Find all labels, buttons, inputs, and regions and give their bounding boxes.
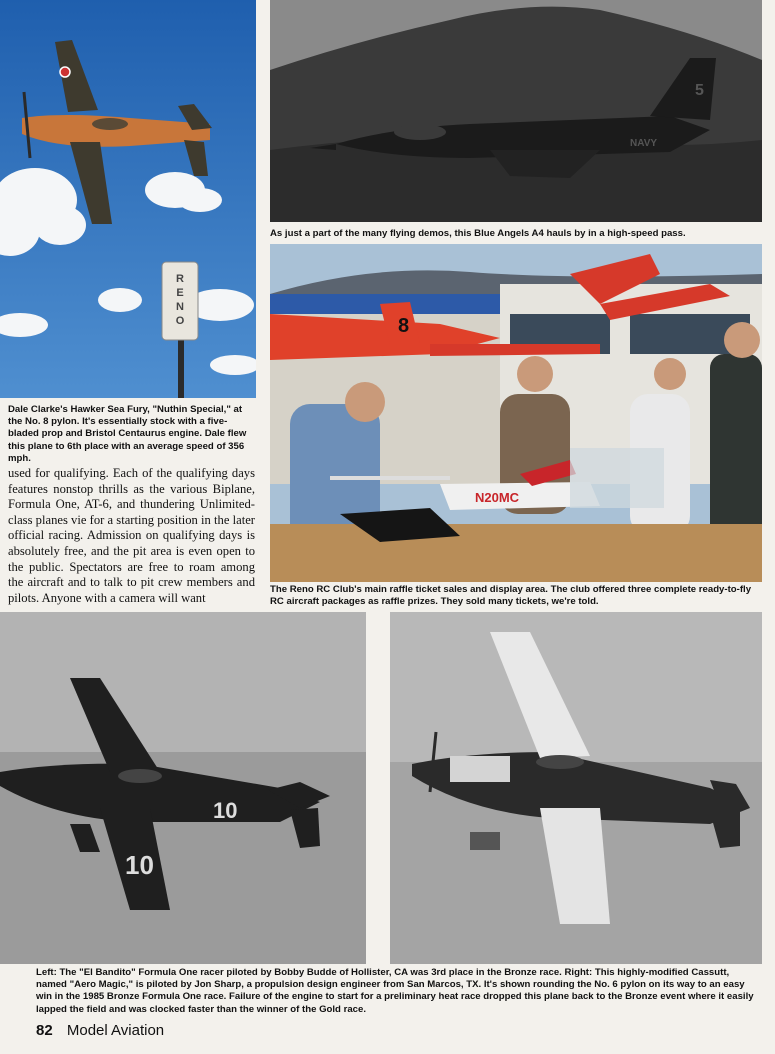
fuselage-race-number: 10 xyxy=(213,798,238,823)
raffle-booth-illustration xyxy=(270,244,762,582)
bottom-caption: Left: The "El Bandito" Formula One racer piloted by Bobby Budde of Hollister, CA was 3rd place in the Bronze race. Right: This highly-modified Cassutt, named "Aero Magic," is piloted by Jon Sharp, a propulsion design engineer from San Marcos, TX. It's shown rounding the No. 6 pylon on its way to an easy win in the 1985 Bronze Formula One race. Failure of the engine to start for a preliminary heat race dropped this plane back to the Bronze event where it easily lapped the field and was clocked faster than the winner of the Gold race. xyxy=(36,967,754,1015)
blue-angels-illustration xyxy=(270,0,762,222)
sea-fury-caption: Dale Clarke's Hawker Sea Fury, "Nuthin Special," at the No. 8 pylon. It's essentially stock with a five-bladed prop and Bristol Centaurus engine. Dale flew this plane to 6th place with an average speed of 356 mph. xyxy=(8,404,247,464)
sea-fury-illustration xyxy=(0,0,256,398)
wing-race-number: 10 xyxy=(125,850,154,880)
pylon-letter-o: O xyxy=(175,315,185,327)
pylon-letter-n: N xyxy=(176,301,184,313)
pylon-letter-e: E xyxy=(176,287,184,299)
magazine-name: Model Aviation xyxy=(66,1022,165,1039)
article-body: used for qualifying. Each of the qualifying days features nonstop thrills as the various Biplane, Formula One, AT-6, and thundering Unlimited-class planes vie for a starting position in the later official racing. Admission on qualifying days is absolutely free, and the pit area is even open to the public. Spectators are free to roam among the aircraft and to talk to pit crew members and pilots. Anyone with a camera will want xyxy=(8,466,255,605)
model-number: 8 xyxy=(398,315,410,337)
raffle-booth-photo xyxy=(270,244,762,582)
page-number: 82 xyxy=(36,1022,53,1039)
blue-angels-caption: As just a part of the many flying demos, this Blue Angels A4 hauls by in a high-speed pass. xyxy=(270,228,686,239)
el-bandito-photo xyxy=(0,612,366,964)
raffle-booth-caption: The Reno RC Club's main raffle ticket sales and display area. The club offered three complete ready-to-fly RC aircraft packages as raffle prizes. They sold many tickets, we're told. xyxy=(270,584,752,608)
sea-fury-photo xyxy=(0,0,256,398)
fuselage-text: NAVY xyxy=(630,138,658,149)
pylon-letter-r: R xyxy=(176,273,184,285)
el-bandito-illustration xyxy=(0,612,366,964)
aircraft-registration: N20MC xyxy=(475,490,520,505)
page-footer xyxy=(36,1022,164,1039)
tail-number: 5 xyxy=(695,82,704,99)
blue-angels-photo xyxy=(270,0,762,222)
aero-magic-photo xyxy=(390,612,762,964)
aero-magic-illustration xyxy=(390,612,762,964)
